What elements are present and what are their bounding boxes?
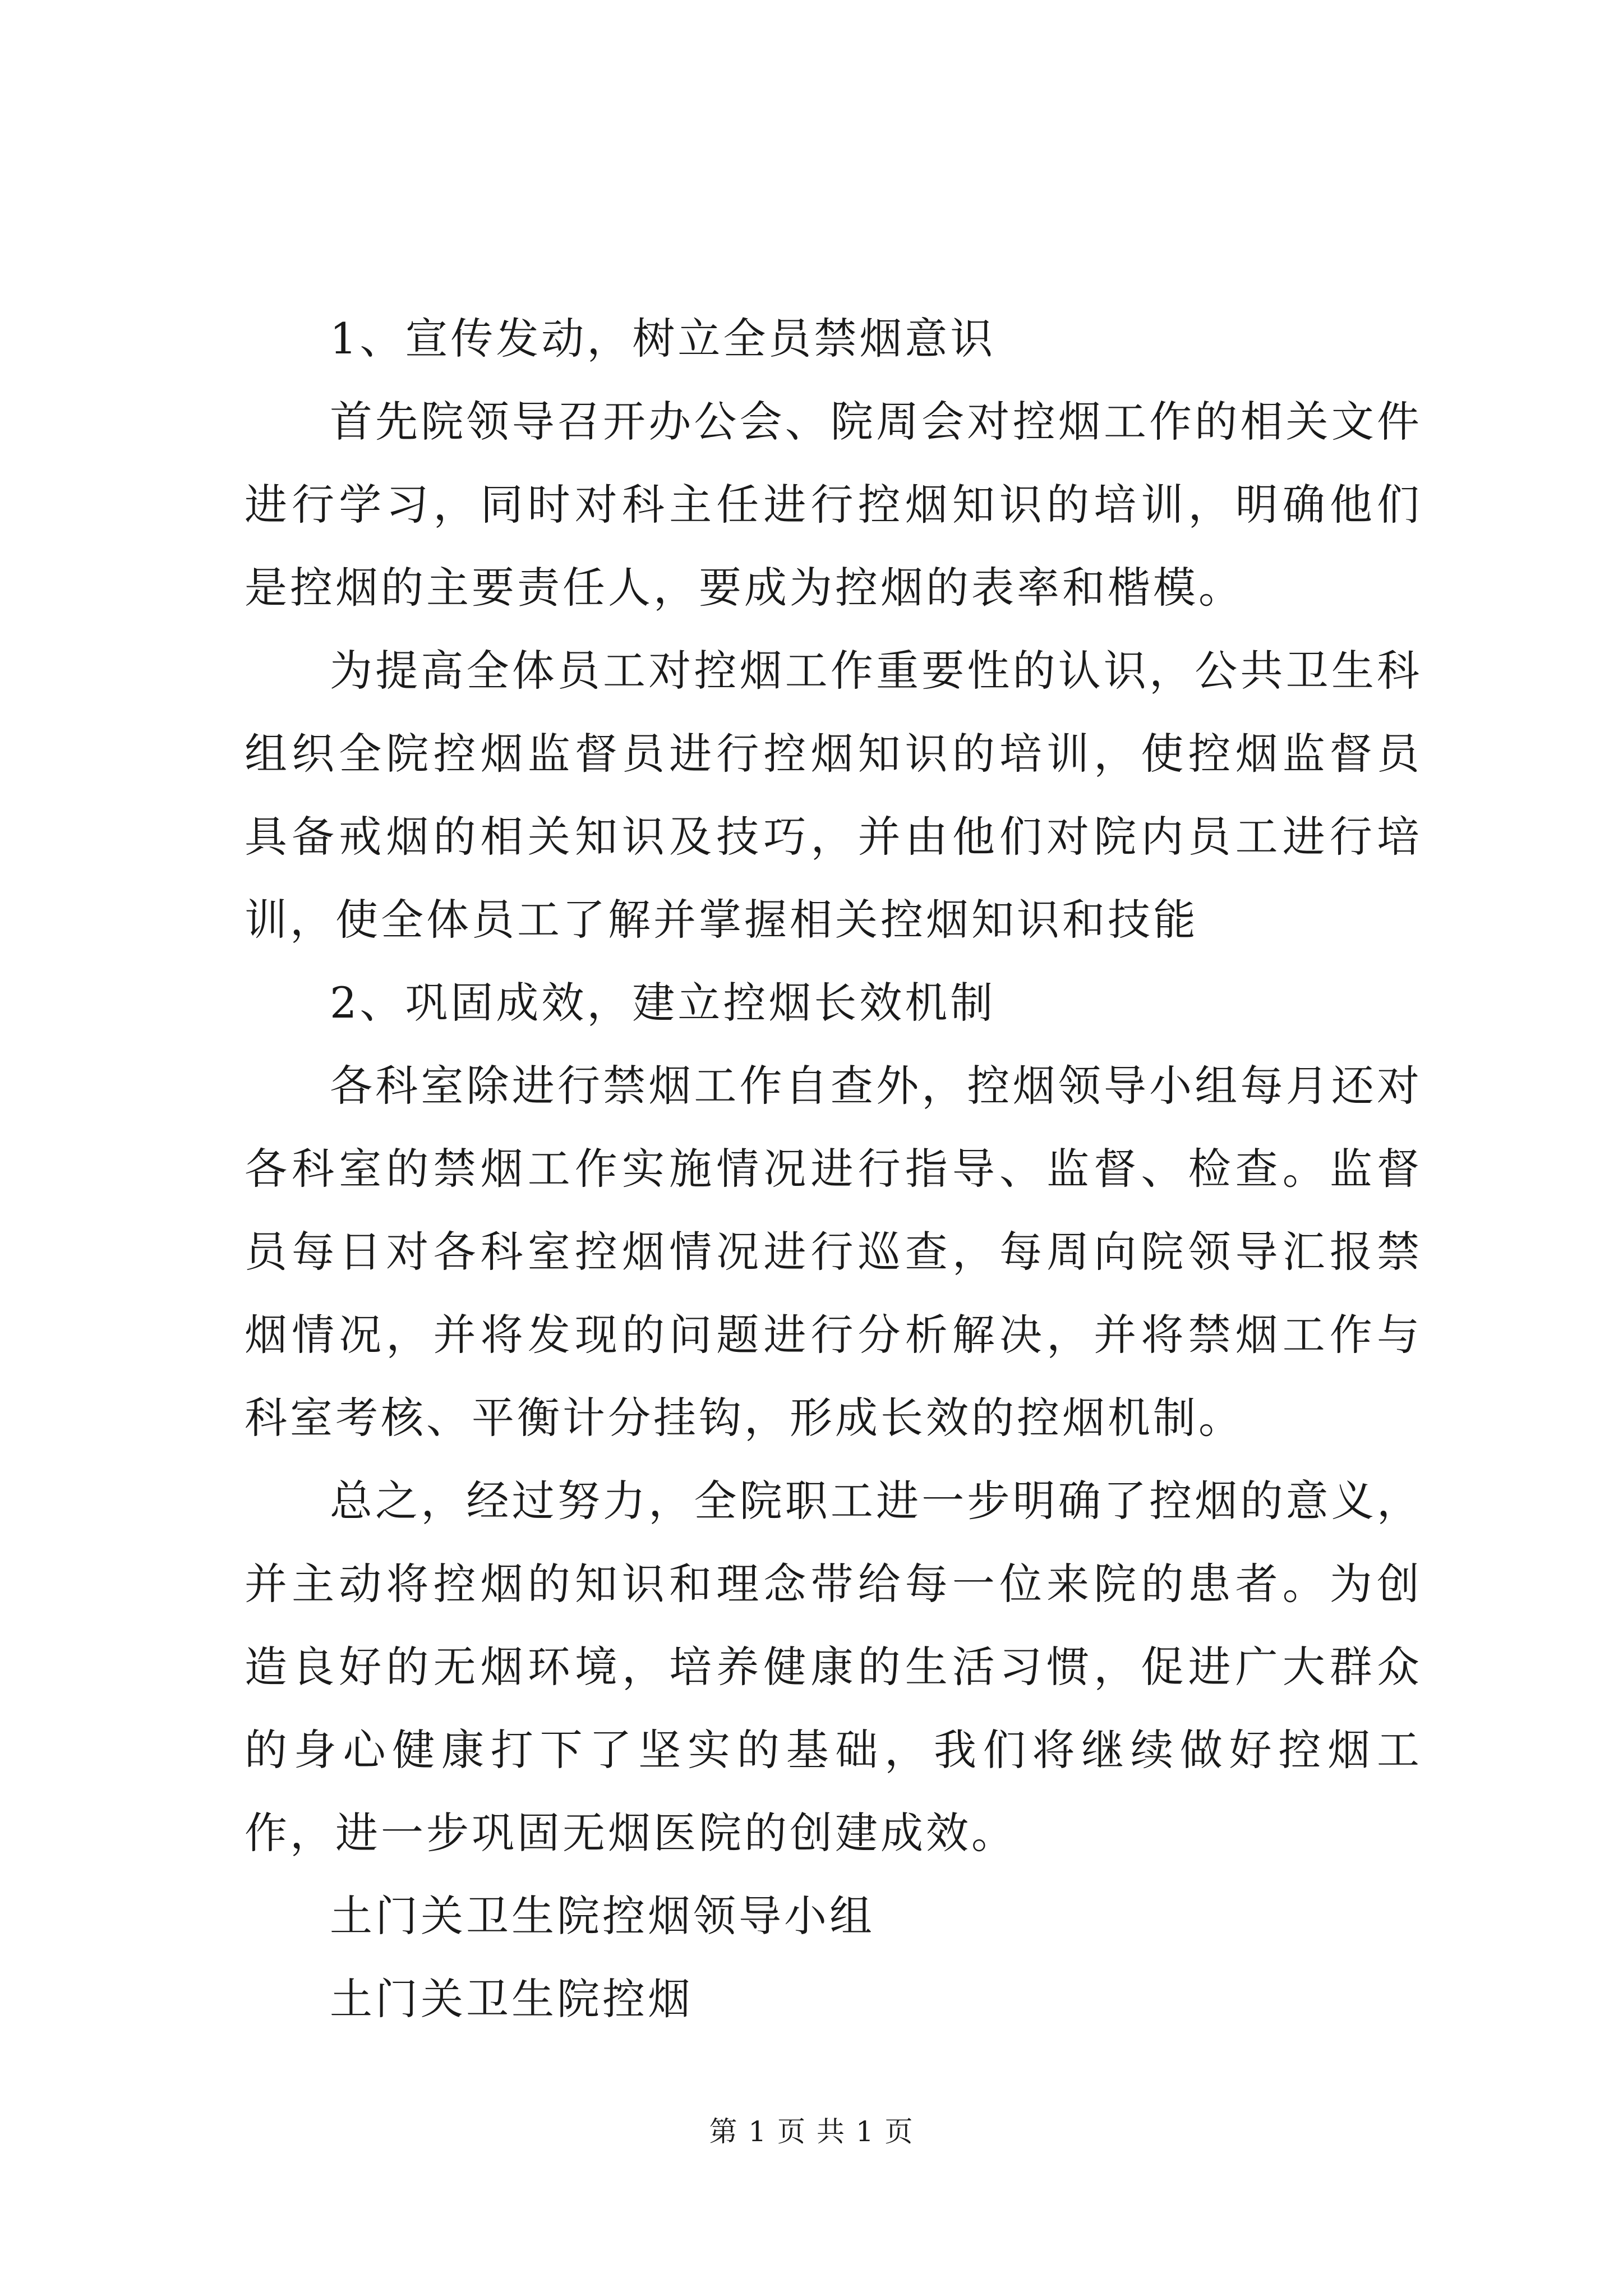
document-body: [245, 297, 1422, 2041]
paragraph: 各科室除进行禁烟工作自查外，控烟领导小组每月还对各科室的禁烟工作实施情况进行指导、监督、检查。监督员每日对各科室控烟情况进行巡查，每周向院领导汇报禁烟情况，并将发现的问题进行分析解决，并将禁烟工作与科室考核、平衡计分挂钩，形成长效的控烟机制。: [245, 1061, 1422, 1443]
signature-line: 土门关卫生院控烟: [330, 1974, 693, 2024]
page-footer: 第 1 页 共 1 页: [709, 2115, 914, 2148]
section-heading-2: 2、巩固成效，建立控烟长效机制: [330, 978, 996, 1028]
paragraph: 为提高全体员工对控烟工作重要性的认识，公共卫生科组织全院控烟监督员进行控烟知识的培训，使控烟监督员具备戒烟的相关知识及技巧，并由他们对院内员工进行培训，使全体员工了解并掌握相关控烟知识和技能: [245, 646, 1422, 945]
signature-line: 土门关卫生院控烟领导小组: [330, 1891, 875, 1941]
paragraph: 总之，经过努力，全院职工进一步明确了控烟的意义，并主动将控烟的知识和理念带给每一位来院的患者。为创造良好的无烟环境，培养健康的生活习惯，促进广大群众的身心健康打下了坚实的基础，我们将继续做好控烟工作，进一步巩固无烟医院的创建成效。: [245, 1476, 1422, 1858]
section-heading-1: 1、宣传发动，树立全员禁烟意识: [330, 314, 996, 364]
paragraph: 首先院领导召开办公会、院周会对控烟工作的相关文件进行学习，同时对科主任进行控烟知识的培训，明确他们是控烟的主要责任人，要成为控烟的表率和楷模。: [245, 397, 1422, 613]
